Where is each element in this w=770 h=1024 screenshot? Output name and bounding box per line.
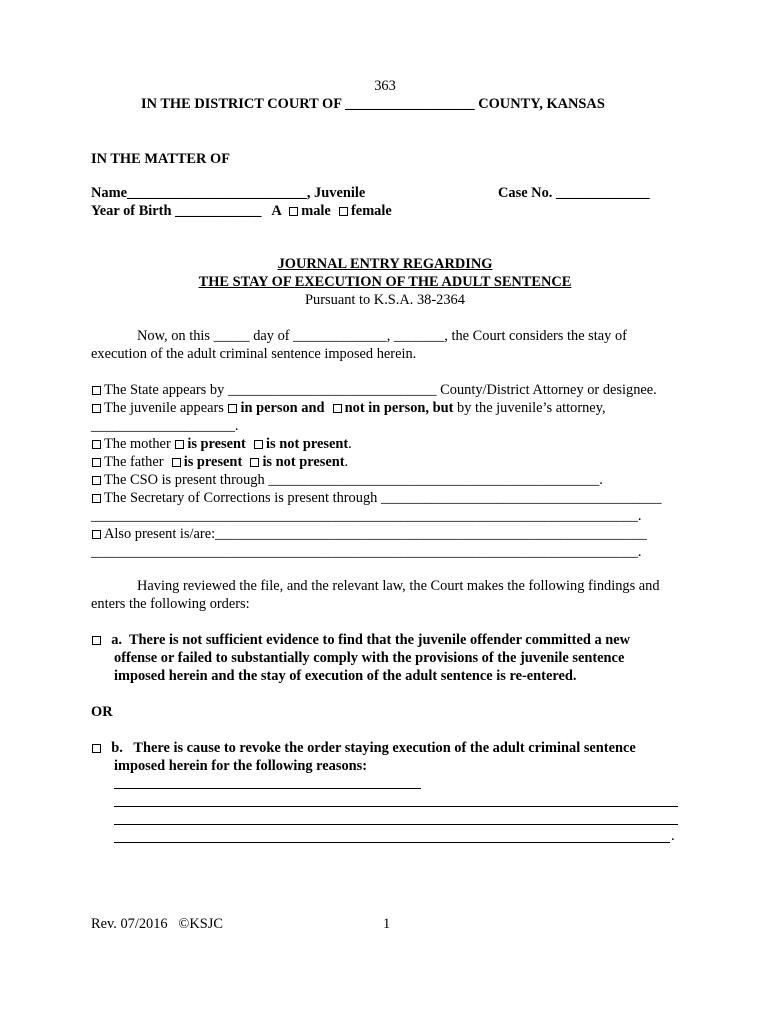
revision-footer: Rev. 07/2016 ©KSJC — [91, 916, 223, 932]
year-of-birth-field[interactable]: ____________ — [175, 203, 262, 219]
juvenile-appears-line: The juvenile appears in person and not in person, but by the juvenile’s attorney, — [91, 400, 606, 417]
case-no-field[interactable]: _____________ — [555, 185, 650, 201]
year-of-birth-line: Year of Birth ____________ A male female — [91, 203, 392, 219]
option-b-line-2: imposed herein for the following reasons: — [114, 758, 368, 774]
name-field[interactable]: _________________________ — [126, 185, 307, 201]
secretary-field[interactable]: _______________________________________ — [380, 490, 662, 506]
reasons-blank-1[interactable] — [114, 788, 421, 789]
reasons-blank-3[interactable] — [114, 824, 678, 825]
attorney-field[interactable]: ____________________. — [91, 418, 239, 434]
page-number: 1 — [383, 916, 391, 932]
name-line: Name_________________________, Juvenile — [91, 185, 366, 201]
month-field[interactable]: _____________ — [293, 328, 387, 344]
year-field[interactable]: _______ — [393, 328, 445, 344]
title-line-1: JOURNAL ENTRY REGARDING — [277, 256, 493, 272]
case-no-line: Case No. _____________ — [498, 185, 650, 201]
cso-checkbox[interactable] — [92, 476, 101, 485]
intro-line-1: Now, on this _____ day of _____________, _______, the Court considers the stay of — [137, 328, 627, 344]
cso-line: The CSO is present through ______________________________________________. — [91, 472, 603, 489]
reasons-blank-4[interactable] — [114, 842, 670, 843]
matter-heading: IN THE MATTER OF — [91, 151, 230, 167]
also-present-line: Also present is/are:____________________________________________________________ — [91, 526, 647, 543]
findings-line-2: enters the following orders: — [91, 596, 250, 612]
cso-field[interactable]: ______________________________________________. — [268, 472, 603, 488]
mother-line: The mother is present is not present. — [91, 436, 352, 453]
mother-not-present-checkbox[interactable] — [254, 440, 263, 449]
state-attorney-field[interactable]: _____________________________ — [227, 382, 437, 398]
also-present-checkbox[interactable] — [92, 530, 101, 539]
also-present-field-line-2[interactable]: ____________________________________________________________________________. — [91, 544, 642, 560]
option-a-line-1: a. There is not sufficient evidence to find that the juvenile offender committed a new — [91, 632, 630, 649]
form-number: 363 — [374, 78, 396, 94]
male-checkbox[interactable] — [289, 207, 298, 216]
juvenile-appears-checkbox[interactable] — [92, 404, 101, 413]
reasons-blank-2[interactable] — [114, 806, 678, 807]
option-b-checkbox[interactable] — [92, 744, 101, 753]
reasons-end-period: . — [671, 828, 675, 844]
option-a-checkbox[interactable] — [92, 636, 101, 645]
option-a-line-3: imposed herein and the stay of execution of the adult sentence is re-entered. — [114, 668, 577, 684]
county-field[interactable]: __________________ — [345, 96, 475, 112]
intro-line-2: execution of the adult criminal sentence imposed herein. — [91, 346, 417, 362]
not-in-person-checkbox[interactable] — [333, 404, 342, 413]
father-present-checkbox[interactable] — [172, 458, 181, 467]
day-field[interactable]: _____ — [213, 328, 250, 344]
state-appears-line: The State appears by _____________________________ County/District Attorney or designee. — [91, 382, 657, 399]
in-person-checkbox[interactable] — [228, 404, 237, 413]
father-not-present-checkbox[interactable] — [250, 458, 259, 467]
option-a-line-2: offense or failed to substantially comply with the provisions of the juvenile sentence — [114, 650, 625, 666]
state-appears-checkbox[interactable] — [92, 386, 101, 395]
statute-line: Pursuant to K.S.A. 38-2364 — [305, 292, 465, 308]
title-line-2: THE STAY OF EXECUTION OF THE ADULT SENTENCE — [198, 274, 572, 290]
findings-line-1: Having reviewed the file, and the relevant law, the Court makes the following findings and — [137, 578, 660, 594]
secretary-checkbox[interactable] — [92, 494, 101, 503]
female-checkbox[interactable] — [339, 207, 348, 216]
option-b-line-1: b. There is cause to revoke the order staying execution of the adult criminal sentence — [91, 740, 636, 757]
or-separator: OR — [91, 704, 113, 720]
court-heading: IN THE DISTRICT COURT OF __________________ COUNTY, KANSAS — [141, 96, 605, 112]
secretary-line: The Secretary of Corrections is present through _______________________________________ — [91, 490, 662, 507]
mother-checkbox[interactable] — [92, 440, 101, 449]
father-line: The father is present is not present. — [91, 454, 348, 471]
mother-present-checkbox[interactable] — [175, 440, 184, 449]
secretary-field-line-2[interactable]: ____________________________________________________________________________. — [91, 508, 642, 524]
father-checkbox[interactable] — [92, 458, 101, 467]
also-present-field[interactable]: ____________________________________________________________ — [215, 526, 647, 542]
